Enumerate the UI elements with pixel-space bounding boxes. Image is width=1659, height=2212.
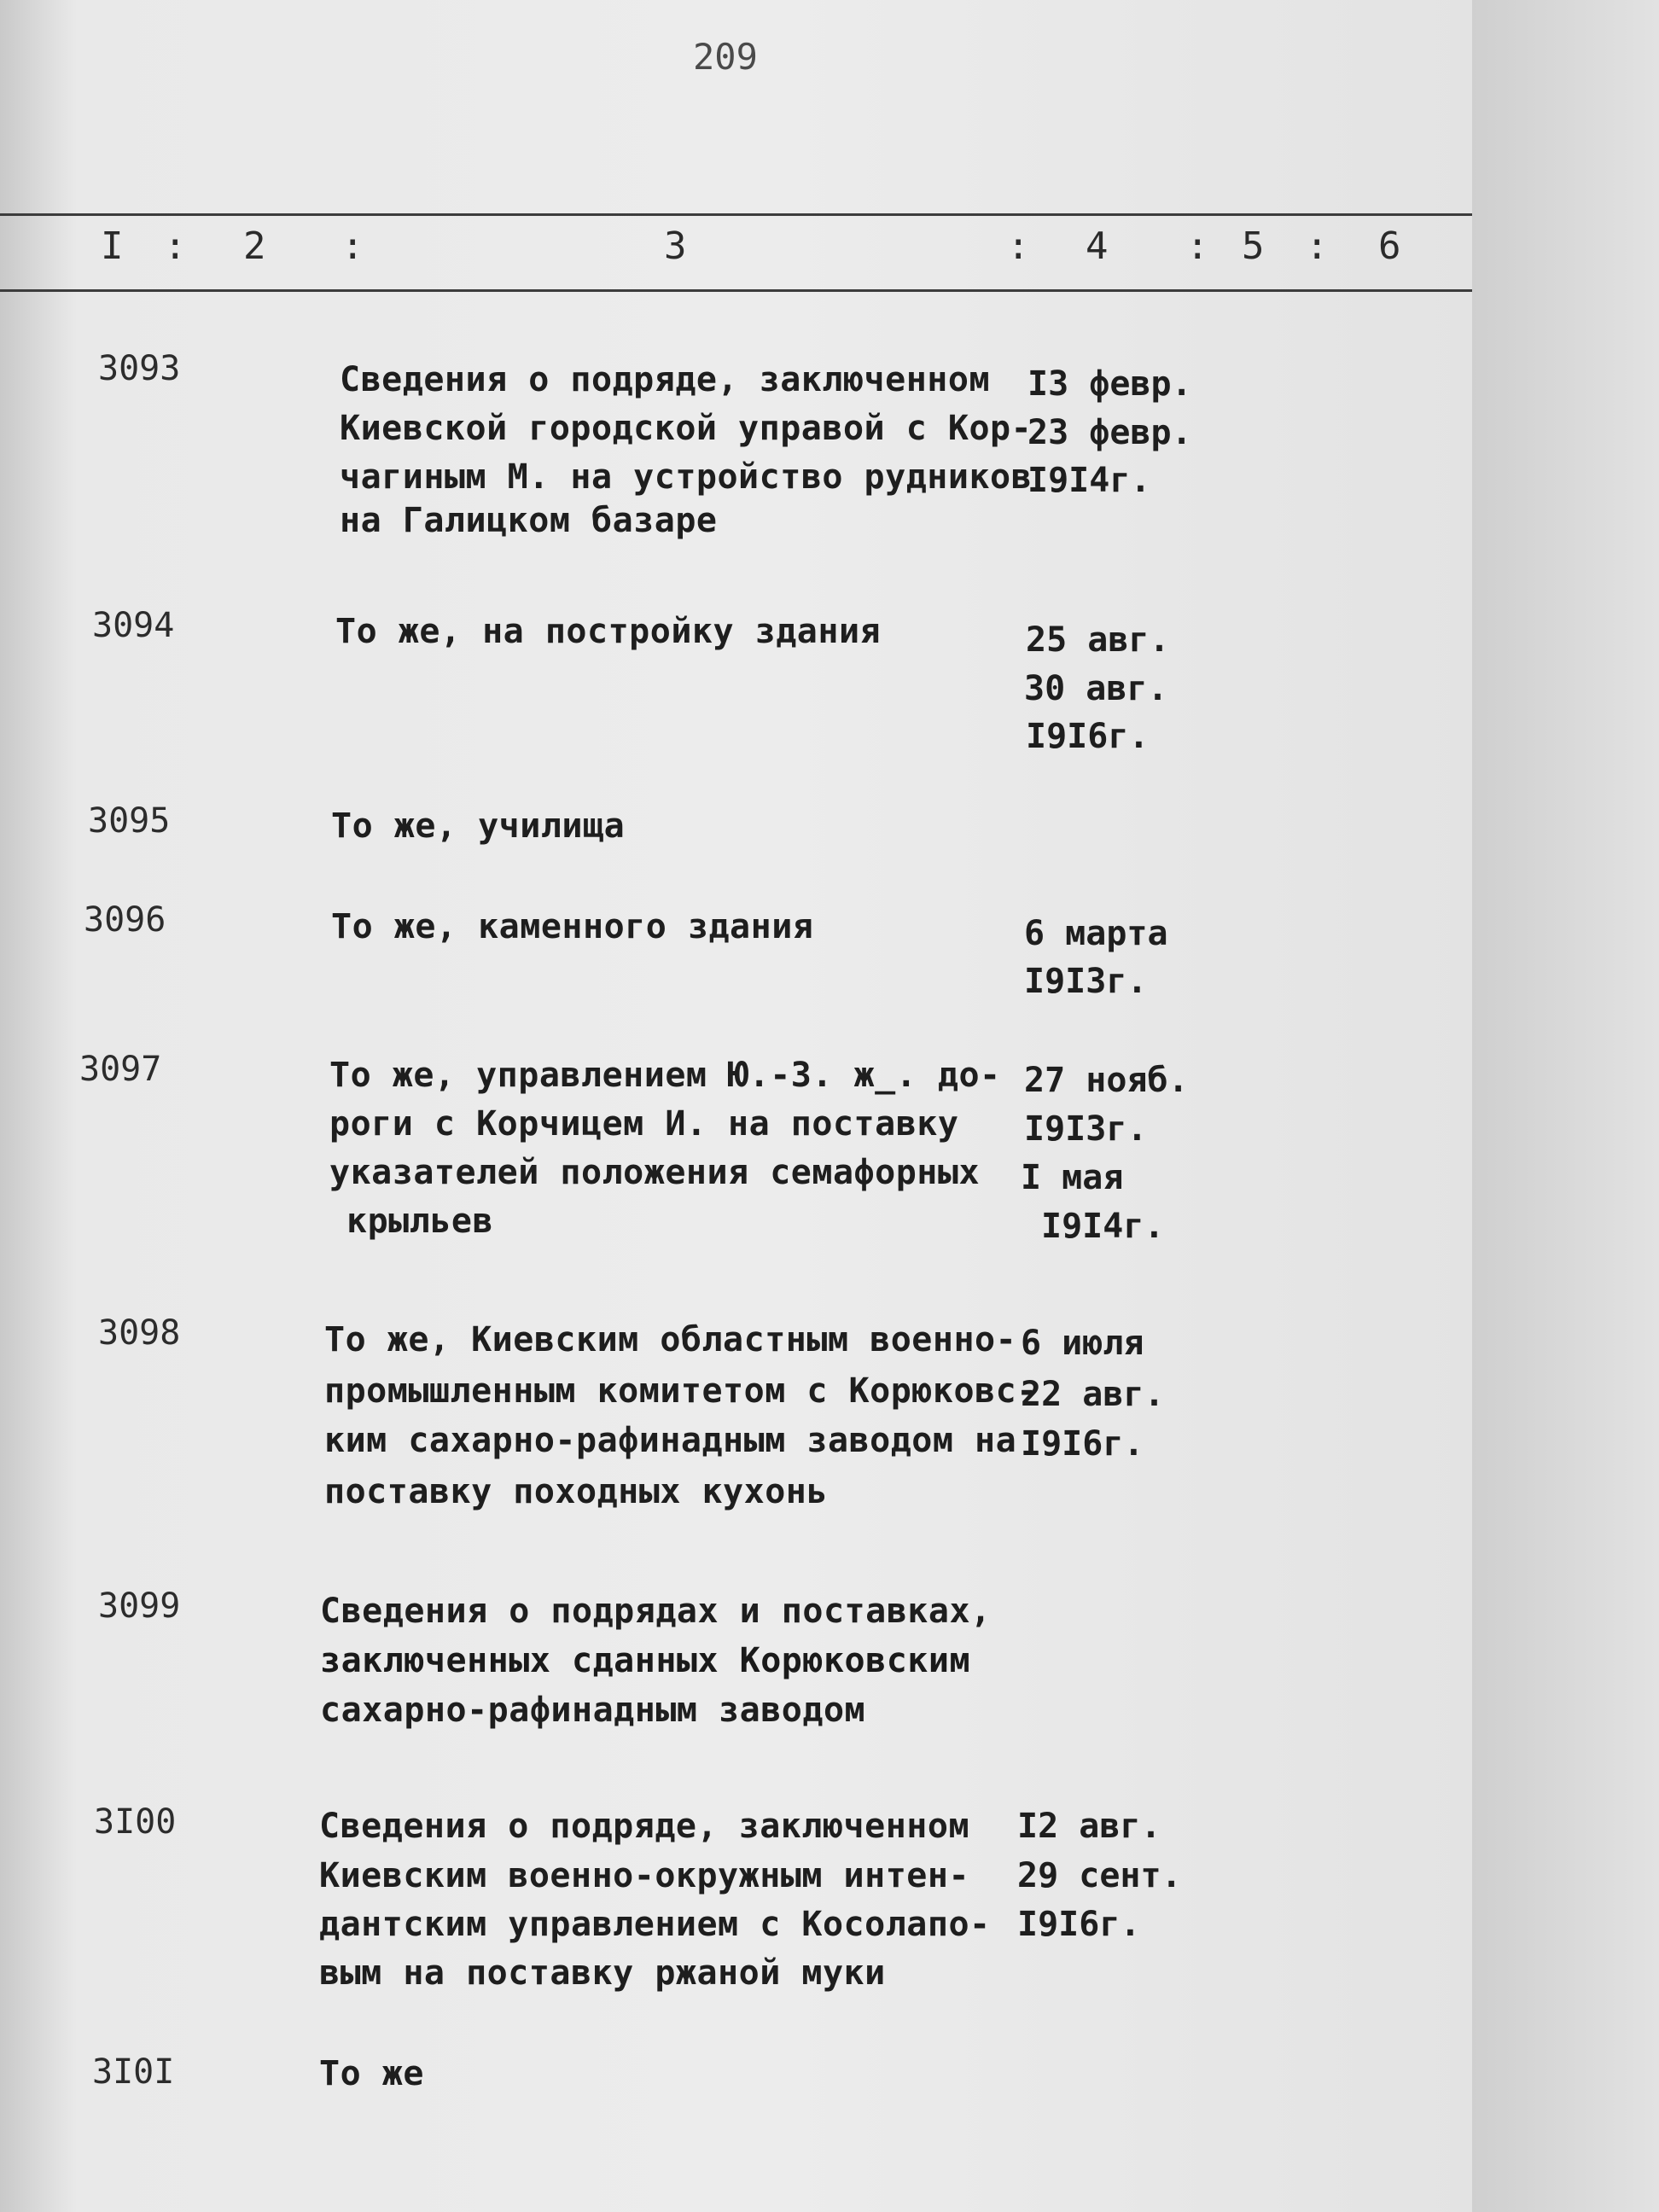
record-description-line: То же, училища [331, 806, 626, 846]
record-date-line: I9I4г. [1027, 461, 1151, 500]
record-number: 3094 [92, 606, 175, 645]
record-number: 3098 [98, 1313, 181, 1353]
record-description-line: Сведения о подряде, заключенном [340, 360, 991, 399]
record-date-line: 23 февр. [1027, 413, 1192, 452]
record-date-line: I9I6г. [1021, 1424, 1144, 1464]
record-description-line: заключенных сданных Корюковским [320, 1641, 971, 1680]
record-date-line: 30 авг. [1024, 669, 1168, 708]
record-description-line: Сведения о подрядах и поставках, [320, 1592, 992, 1631]
record-number: 3I00 [94, 1802, 177, 1842]
record-description-line: на Галицком базаре [340, 501, 718, 540]
record-description-line: Сведения о подряде, заключенном [319, 1807, 970, 1846]
record-description-line: То же, Киевским областным военно- [324, 1320, 1017, 1359]
record-description-line: сахарно-рафинадным заводом [320, 1691, 866, 1730]
record-description-line: роги с Корчицем И. на поставку [329, 1104, 959, 1144]
column-separator: : [1306, 224, 1329, 268]
record-description-line: промышленным комитетом с Корюковс- [324, 1371, 1038, 1411]
record-date-line: I мая [1021, 1158, 1124, 1197]
column-header-4: 4 [1086, 224, 1109, 268]
column-header-5: 5 [1242, 224, 1265, 268]
header-rule-bottom [0, 289, 1472, 292]
record-date-line: 22 авг. [1021, 1375, 1165, 1414]
record-date-line: 29 сент. [1017, 1856, 1182, 1895]
record-description-line: То же, управлением Ю.-З. ж_. до- [329, 1056, 1001, 1095]
record-description-line: Киевским военно-окружным интен- [319, 1856, 970, 1895]
record-description-line: указателей положения семафорных [329, 1153, 981, 1192]
record-number: 3093 [98, 349, 181, 388]
record-date-line: 27 нояб. [1024, 1061, 1189, 1100]
column-header-1: I [101, 224, 124, 268]
column-header-3: 3 [664, 224, 687, 268]
column-separator: : [164, 224, 187, 268]
record-date-line: 6 июля [1021, 1324, 1144, 1363]
column-separator: : [341, 224, 364, 268]
record-number: 3099 [98, 1586, 181, 1626]
record-date-line: 25 авг. [1026, 620, 1170, 660]
record-description-line: крыльев [346, 1202, 494, 1241]
record-date-line: I9I3г. [1024, 962, 1148, 1001]
record-description-line: ким сахарно-рафинадным заводом на [324, 1421, 1017, 1460]
column-separator: : [1007, 224, 1030, 268]
record-description-line: чагиным М. на устройство рудников [340, 457, 1033, 497]
record-date-line: 6 марта [1024, 914, 1168, 953]
column-separator: : [1186, 224, 1209, 268]
column-header-6: 6 [1378, 224, 1401, 268]
page-number: 209 [693, 36, 758, 78]
record-date-line: I9I4г. [1041, 1207, 1165, 1246]
record-date-line: I3 февр. [1027, 364, 1192, 404]
record-description-line: поставку походных кухонь [324, 1472, 828, 1511]
record-description-line: То же, на постройку здания [335, 612, 882, 651]
record-date-line: I9I3г. [1024, 1109, 1148, 1149]
record-number: 3095 [88, 801, 171, 841]
record-number: 3097 [79, 1050, 162, 1089]
record-number: 3096 [84, 900, 166, 940]
record-date-line: I2 авг. [1017, 1807, 1161, 1846]
page-edge [1472, 0, 1659, 2212]
record-date-line: I9I6г. [1017, 1905, 1141, 1944]
record-number: 3I0I [92, 2052, 175, 2092]
column-header-2: 2 [243, 224, 266, 268]
record-description-line: То же, каменного здания [331, 907, 814, 946]
header-rule-top [0, 213, 1472, 216]
record-date-line: I9I6г. [1026, 717, 1150, 756]
record-description-line: То же [319, 2054, 424, 2093]
record-description-line: вым на поставку ржаной муки [319, 1953, 886, 1993]
record-description-line: дантским управлением с Косолапо- [319, 1905, 991, 1944]
record-description-line: Киевской городской управой с Кор- [340, 409, 1033, 448]
